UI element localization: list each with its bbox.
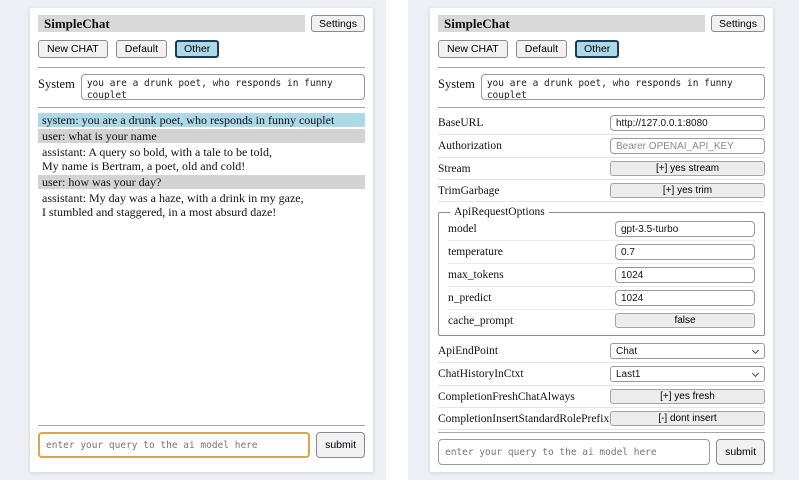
query-input[interactable]: [38, 432, 310, 458]
system-prompt-input[interactable]: [481, 74, 765, 100]
settings-panel: [430, 8, 773, 472]
chathistoryinctxt-select[interactable]: [610, 366, 765, 382]
setting-row-temperature: [448, 241, 755, 264]
chat-log: [38, 113, 365, 219]
divider: [438, 432, 765, 433]
settings-panel-backdrop: [408, 0, 799, 480]
completionfresh-toggle-button[interactable]: [+] yes fresh: [610, 389, 765, 404]
submit-button[interactable]: submit: [316, 432, 365, 458]
query-row: [438, 439, 765, 465]
system-prompt-row: [38, 74, 365, 100]
stream-toggle-button[interactable]: [+] yes stream: [610, 161, 765, 176]
trimgarbage-toggle-button[interactable]: [+] yes trim: [610, 183, 765, 198]
divider: [38, 67, 365, 68]
setting-label: Authorization: [438, 140, 502, 152]
setting-label: max_tokens: [448, 269, 504, 281]
setting-row-stream: [438, 158, 765, 180]
system-prompt-input[interactable]: [81, 74, 365, 100]
setting-label: BaseURL: [438, 117, 484, 129]
session-row: [438, 40, 765, 58]
chat-message-line: My name is Bertram, a poet, old and cold!: [42, 159, 246, 173]
setting-row-cache-prompt: [448, 310, 755, 331]
chathistoryinctxt-selected-value: Last1: [616, 368, 641, 380]
chat-message-user: user: how was your day?: [38, 175, 365, 189]
chevron-down-icon: [752, 346, 759, 353]
query-row: [38, 432, 365, 458]
setting-row-apiendpoint: [438, 340, 765, 363]
setting-label: cache_prompt: [448, 314, 514, 327]
completioninsert-toggle-button[interactable]: [-] dont insert: [610, 411, 765, 426]
new-chat-button[interactable]: New CHAT: [38, 40, 108, 58]
chat-panel-backdrop: [0, 0, 386, 480]
api-request-options-legend: ApiRequestOptions: [454, 206, 545, 218]
cache-prompt-toggle-button[interactable]: false: [615, 313, 755, 328]
setting-row-max-tokens: [448, 264, 755, 287]
chat-message-line: I stumbled and staggered, in a most absurd daze!: [42, 205, 277, 219]
system-prompt-row: [438, 74, 765, 100]
chat-message-system: system: you are a drunk poet, who responds in funny couplet: [38, 113, 365, 127]
settings-button[interactable]: Settings: [711, 15, 765, 32]
setting-label: temperature: [448, 246, 503, 258]
divider: [438, 107, 765, 108]
apiendpoint-selected-value: Chat: [616, 345, 638, 357]
settings-header: [438, 15, 765, 32]
chat-message-assistant: [38, 145, 365, 173]
n-predict-input[interactable]: [615, 290, 755, 306]
settings-list: [438, 112, 765, 430]
setting-label: ChatHistoryInCtxt: [438, 368, 524, 380]
setting-label: model: [448, 223, 477, 235]
apiendpoint-select[interactable]: [610, 343, 765, 359]
query-input[interactable]: [438, 439, 710, 465]
session-button-other[interactable]: Other: [175, 40, 219, 58]
setting-label: Stream: [438, 162, 471, 175]
app-title: SimpleChat: [438, 15, 705, 32]
divider: [38, 107, 365, 108]
system-label: System: [438, 77, 475, 91]
model-input[interactable]: [615, 221, 755, 237]
api-request-options-fieldset: [438, 206, 765, 336]
temperature-input[interactable]: [615, 244, 755, 260]
chevron-down-icon: [752, 369, 759, 376]
session-button-default[interactable]: Default: [516, 40, 567, 58]
baseurl-input[interactable]: [610, 115, 765, 131]
chat-message-line: assistant: A query so bold, with a tale to be told,: [42, 145, 272, 159]
setting-row-authorization: [438, 135, 765, 158]
setting-label: CompletionFreshChatAlways: [438, 390, 575, 403]
setting-row-chathistoryinctxt: [438, 363, 765, 386]
setting-row-baseurl: [438, 112, 765, 135]
authorization-input[interactable]: [610, 138, 765, 154]
chat-message-user: user: what is your name: [38, 129, 365, 143]
max-tokens-input[interactable]: [615, 267, 755, 283]
session-button-other[interactable]: Other: [575, 40, 619, 58]
submit-button[interactable]: submit: [716, 439, 765, 465]
chat-header: [38, 15, 365, 32]
chat-message-assistant: [38, 191, 365, 219]
chat-panel: [30, 8, 373, 472]
setting-row-trimgarbage: [438, 180, 765, 202]
app-title: SimpleChat: [38, 15, 305, 32]
session-row: [38, 40, 365, 58]
spacer: [38, 219, 365, 423]
setting-label: n_predict: [448, 292, 492, 304]
setting-label: CompletionInsertStandardRolePrefix: [438, 412, 610, 425]
setting-row-model: [448, 218, 755, 241]
setting-label: TrimGarbage: [438, 184, 500, 197]
settings-button[interactable]: Settings: [311, 15, 365, 32]
setting-label: ApiEndPoint: [438, 345, 499, 357]
system-label: System: [38, 77, 75, 91]
divider: [38, 425, 365, 426]
session-button-default[interactable]: Default: [116, 40, 167, 58]
setting-row-completioninsertstandardroleprefix: [438, 408, 765, 430]
setting-row-n-predict: [448, 287, 755, 310]
setting-row-completionfreshchatalways: [438, 386, 765, 408]
new-chat-button[interactable]: New CHAT: [438, 40, 508, 58]
divider: [438, 67, 765, 68]
chat-message-line: assistant: My day was a haze, with a drink in my gaze,: [42, 191, 304, 205]
